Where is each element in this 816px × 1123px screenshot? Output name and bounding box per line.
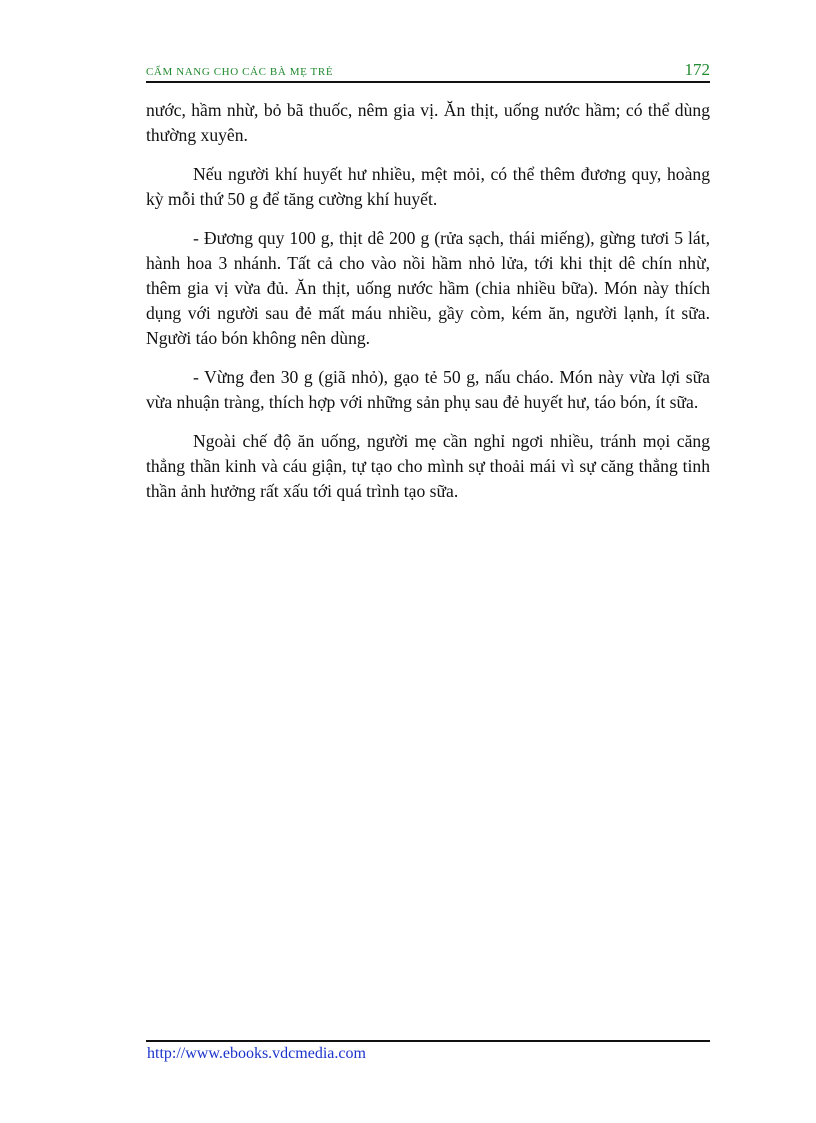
footer-website-link[interactable]: http://www.ebooks.vdcmedia.com [147,1045,366,1062]
page-body [146,98,710,518]
paragraph-recipe-lamb: - Đương quy 100 g, thịt dê 200 g (rửa sạch, thái miếng), gừng tươi 5 lát, hành hoa 3 nhánh. Tất cả cho vào nồi hầm nhỏ lửa, tới khi thịt dê chín nhừ, thêm gia vị vừa đủ. Ăn thịt, uống nước hầm (chia nhiều bữa). Món này thích dụng với người sau đẻ mất máu nhiều, gầy còm, kém ăn, người lạnh, ít sữa. Người táo bón không nên dùng. [146,228,710,348]
paragraph-continuation: nước, hầm nhừ, bỏ bã thuốc, nêm gia vị. Ăn thịt, uống nước hầm; có thể dùng thường xuyên. [146,100,710,145]
paragraph-recipe-sesame: - Vừng đen 30 g (giã nhỏ), gạo tẻ 50 g, nấu cháo. Món này vừa lợi sữa vừa nhuận tràng, thích hợp với những sản phụ sau đẻ huyết hư, táo bón, ít sữa. [146,367,710,412]
paragraph-rest-advice: Ngoài chế độ ăn uống, người mẹ cần nghỉ ngơi nhiều, tránh mọi căng thẳng thần kinh và cáu giận, tự tạo cho mình sự thoải mái vì sự căng thẳng tinh thần ảnh hưởng rất xấu tới quá trình tạo sữa. [146,431,710,501]
header-divider [146,81,710,83]
page-number: 172 [684,60,710,79]
paragraph-tonic-note: Nếu người khí huyết hư nhiều, mệt mỏi, có thể thêm đương quy, hoàng kỳ mỗi thứ 50 g để tăng cường khí huyết. [146,164,710,209]
book-title: CẨM NANG CHO CÁC BÀ MẸ TRẺ [146,66,334,78]
page-header [146,58,710,80]
footer-divider [146,1040,710,1042]
